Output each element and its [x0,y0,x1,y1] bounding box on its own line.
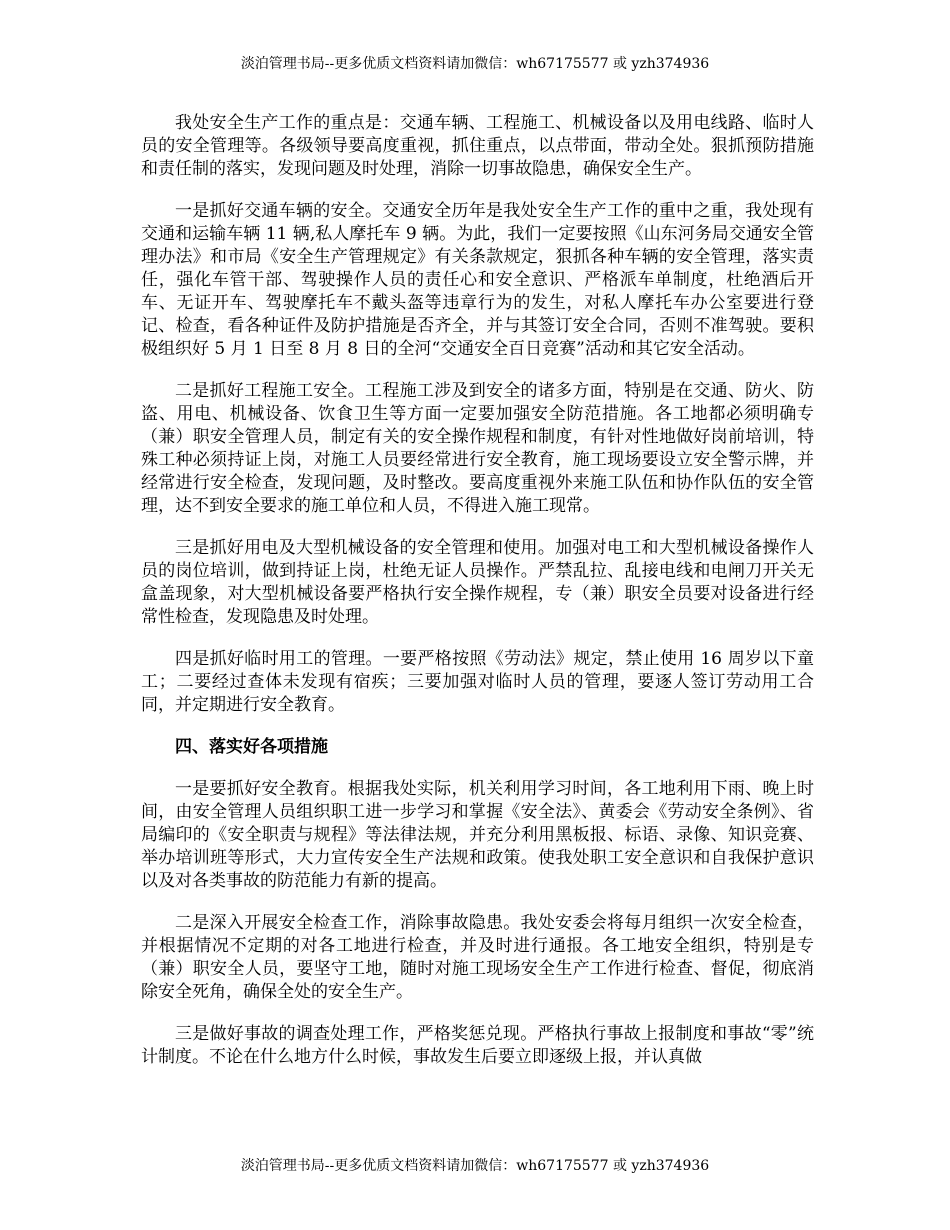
paragraph-safety-focus: 我处安全生产工作的重点是：交通车辆、工程施工、机械设备以及用电线路、临时人员的安全管理等。各级领导要高度重视，抓住重点，以点带面，带动全处。狠抓预防措施和责任制的落实，发现问题及时处理，消除一切事故隐患，确保安全生产。 [141,113,814,179]
page-header: 淡泊管理书局--更多优质文档资料请加微信：wh67175577 或 yzh374936 [240,56,710,72]
paragraph-traffic-safety: 一是抓好交通车辆的安全。交通安全历年是我处安全生产工作的重中之重，我处现有交通和运输车辆 11 辆,私人摩托车 9 辆。为此，我们一定要按照《山东河务局交通安全管理办法》和市局《安全生产管理规定》有关条款规定，狠抓各种车辆的安全管理，落实责任，强化车管干部、驾驶操作人员的责任心和安全意识、严格派车单制度，杜绝酒后开车、无证开车、驾驶摩托车不戴头盔等违章行为的发生，对私人摩托车办公室要进行登记、检查，看各种证件及防护措施是否齐全，并与其签订安全合同，否则不准驾驶。要积极组织好 5 月 1 日至 8 月 8 日的全河“交通安全百日竞赛”活动和其它安全活动。 [141,201,814,359]
paragraph-electrical-machinery-safety: 三是抓好用电及大型机械设备的安全管理和使用。加强对电工和大型机械设备操作人员的岗位培训，做到持证上岗，杜绝无证人员操作。严禁乱拉、乱接电线和电闸刀开关无盒盖现象，对大型机械设备要严格执行安全操作规程，专（兼）职安全员要对设备进行经常性检查，发现隐患及时处理。 [141,538,814,627]
paragraph-accident-handling: 三是做好事故的调查处理工作，严格奖惩兑现。严格执行事故上报制度和事故“零”统计制度。不论在什么地方什么时候，事故发生后要立即逐级上报，并认真做 [141,1024,814,1067]
paragraph-safety-inspection: 二是深入开展安全检查工作，消除事故隐患。我处安委会将每月组织一次安全检查，并根据情况不定期的对各工地进行检查，并及时进行通报。各工地安全组织，特别是专（兼）职安全人员，要坚守工地，随时对施工现场安全生产工作进行检查、督促，彻底消除安全死角，确保全处的安全生产。 [141,913,814,1002]
section-heading: 四、落实好各项措施 [175,737,328,757]
paragraph-temporary-workers: 四是抓好临时用工的管理。一要严格按照《劳动法》规定，禁止使用 16 周岁以下童工；二要经过查体未发现有宿疾；三要加强对临时人员的管理，要逐人签订劳动用工合同，并定期进行安全教育。 [141,649,814,715]
paragraph-construction-safety: 二是抓好工程施工安全。工程施工涉及到安全的诸多方面，特别是在交通、防火、防盗、用电、机械设备、饮食卫生等方面一定要加强安全防范措施。各工地都必须明确专（兼）职安全管理人员，制定有关的安全操作规程和制度，有针对性地做好岗前培训，特殊工种必须持证上岗，对施工人员要经常进行安全教育，施工现场要设立安全警示牌，并经常进行安全检查，发现问题，及时整改。要高度重视外来施工队伍和协作队伍的安全管理，达不到安全要求的施工单位和人员，不得进入施工现常。 [141,381,814,516]
document-body [141,112,814,1088]
paragraph-safety-education: 一是要抓好安全教育。根据我处实际，机关利用学习时间，各工地利用下雨、晚上时间，由安全管理人员组织职工进一步学习和掌握《安全法》、黄委会《劳动安全条例》、省局编印的《安全职责与规程》等法律法规，并充分利用黑板报、标语、录像、知识竞赛、举办培训班等形式，大力宣传安全生产法规和政策。使我处职工安全意识和自我保护意识以及对各类事故的防范能力有新的提高。 [141,779,814,891]
page-footer: 淡泊管理书局--更多优质文档资料请加微信：wh67175577 或 yzh374936 [240,1158,710,1174]
